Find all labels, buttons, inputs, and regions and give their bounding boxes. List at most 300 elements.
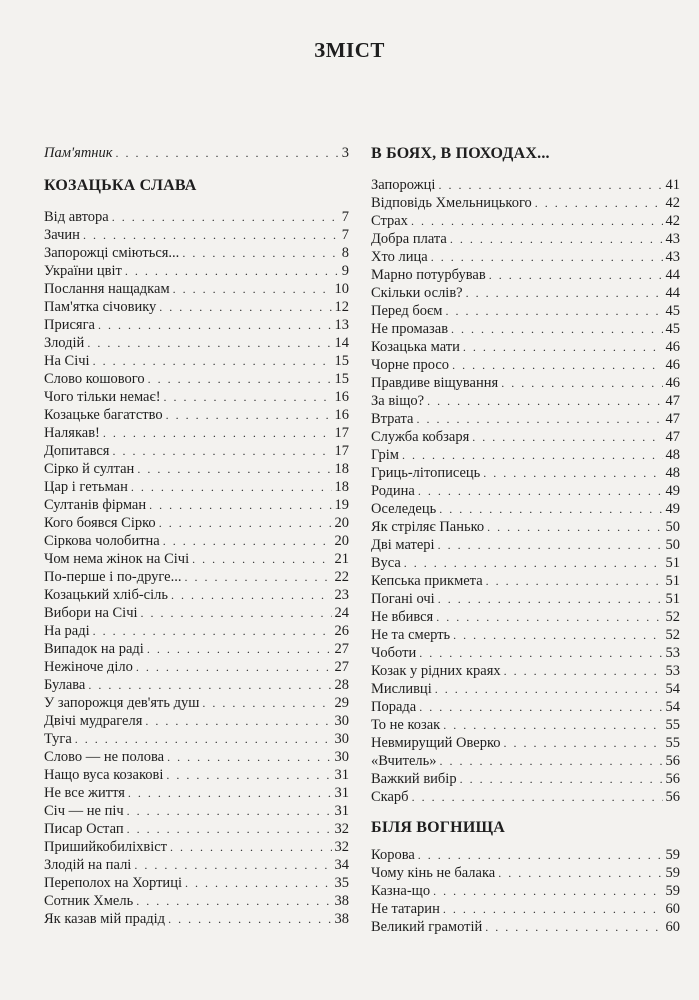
dot-leader xyxy=(412,788,663,806)
dot-leader xyxy=(166,406,332,424)
toc-entry-title: Цар і гетьман xyxy=(44,479,128,495)
toc-entry[interactable] xyxy=(371,212,680,230)
toc-entry[interactable] xyxy=(371,518,680,536)
toc-entry[interactable] xyxy=(44,640,349,658)
section-heading-kozatska-slava: КОЗАЦЬКА СЛАВА xyxy=(44,177,197,194)
toc-entry[interactable] xyxy=(371,464,680,482)
toc-entry-title: За віщо? xyxy=(371,393,425,409)
dot-leader xyxy=(486,572,663,590)
toc-entry[interactable] xyxy=(44,370,349,388)
dot-leader xyxy=(443,716,662,734)
dot-leader xyxy=(418,482,663,500)
toc-entry-page: 60 xyxy=(665,919,680,935)
toc-entry[interactable] xyxy=(371,846,680,864)
toc-entry[interactable] xyxy=(371,554,680,572)
toc-entry-page: 42 xyxy=(665,213,680,229)
dot-leader xyxy=(103,424,332,442)
dot-leader xyxy=(125,262,339,280)
toc-entry-title: Служба кобзаря xyxy=(371,429,470,445)
toc-entry[interactable] xyxy=(44,604,349,622)
toc-entry-title: Дві матері xyxy=(371,537,435,553)
toc-entry-title: Як казав мій прадід xyxy=(44,911,166,927)
toc-entry-page: 48 xyxy=(665,447,680,463)
dot-leader xyxy=(75,730,332,748)
toc-entry-title: На раді xyxy=(44,623,90,639)
toc-entry[interactable] xyxy=(44,316,349,334)
toc-entry-title: Важкий вибір xyxy=(371,771,457,787)
toc-entry[interactable] xyxy=(371,248,680,266)
toc-entry-title: Туга xyxy=(44,731,72,747)
toc-entry-title: Не все життя xyxy=(44,785,125,801)
toc-entry-title: Погані очі xyxy=(371,591,435,607)
toc-entry-page: 27 xyxy=(334,641,349,657)
dot-leader xyxy=(185,874,332,892)
toc-entry-title: Невмирущий Оверко xyxy=(371,735,501,751)
dot-leader xyxy=(147,640,332,658)
toc-entry-page: 48 xyxy=(665,465,680,481)
toc-entry-page: 9 xyxy=(341,263,349,279)
toc-entry-title: Запорожці xyxy=(371,177,436,193)
toc-entry-page: 16 xyxy=(334,389,349,405)
toc-entry[interactable] xyxy=(371,626,680,644)
dot-leader xyxy=(436,608,662,626)
dot-leader xyxy=(202,694,331,712)
toc-entry[interactable] xyxy=(44,226,349,244)
toc-entry-title: Не та смерть xyxy=(371,627,451,643)
toc-entry-page: 17 xyxy=(334,443,349,459)
toc-entry-page: 38 xyxy=(334,893,349,909)
toc-entry[interactable] xyxy=(44,568,349,586)
toc-entry-title: Великий грамотій xyxy=(371,919,483,935)
toc-entry[interactable] xyxy=(44,298,349,316)
toc-entry-title: Випадок на раді xyxy=(44,641,144,657)
toc-entry-title: Не вбився xyxy=(371,609,434,625)
dot-leader xyxy=(445,302,662,320)
toc-entry[interactable] xyxy=(44,550,349,568)
toc-entry[interactable] xyxy=(371,698,680,716)
toc-entry[interactable] xyxy=(371,644,680,662)
toc-entry-page: 30 xyxy=(334,713,349,729)
toc-entry-title: Грім xyxy=(371,447,399,463)
toc-entry[interactable] xyxy=(44,730,349,748)
toc-entry-list xyxy=(371,846,680,936)
toc-entry-page: 3 xyxy=(341,145,349,161)
toc-entry[interactable] xyxy=(371,590,680,608)
toc-entry-page: 51 xyxy=(665,573,680,589)
toc-entry[interactable] xyxy=(371,864,680,882)
toc-entry[interactable] xyxy=(371,446,680,464)
dot-leader xyxy=(148,370,332,388)
toc-entry-page: 16 xyxy=(334,407,349,423)
dot-leader xyxy=(504,662,663,680)
toc-entry-title: Родина xyxy=(371,483,415,499)
toc-entry-title: Запорожці сміються... xyxy=(44,245,180,261)
toc-entry-page: 31 xyxy=(334,803,349,819)
toc-entry-page: 54 xyxy=(665,681,680,697)
toc-entry-title: України цвіт xyxy=(44,263,122,279)
toc-entry-page: 55 xyxy=(665,735,680,751)
toc-entry-page: 24 xyxy=(334,605,349,621)
toc-entry-page: 12 xyxy=(334,299,349,315)
dot-leader xyxy=(131,478,332,496)
toc-entry-title: Допитався xyxy=(44,443,110,459)
toc-entry[interactable] xyxy=(44,712,349,730)
toc-entry-title: Слово — не полова xyxy=(44,749,165,765)
toc-entry-title: Мисливці xyxy=(371,681,432,697)
dot-leader xyxy=(173,280,332,298)
toc-entry[interactable] xyxy=(371,392,680,410)
toc-entry-title: Порада xyxy=(371,699,417,715)
toc-entry-page: 38 xyxy=(334,911,349,927)
toc-entry-title: Не татарин xyxy=(371,901,440,917)
toc-entry[interactable] xyxy=(371,428,680,446)
toc-entry-page: 15 xyxy=(334,371,349,387)
toc-entry[interactable] xyxy=(371,356,680,374)
toc-entry-title: Від автора xyxy=(44,209,109,225)
dot-leader xyxy=(164,388,332,406)
dot-leader xyxy=(411,212,663,230)
toc-entry-title: У запорожця дев'ять душ xyxy=(44,695,200,711)
toc-entry-title: Сірко й султан xyxy=(44,461,135,477)
toc-entry-title: Чоботи xyxy=(371,645,417,661)
dot-leader xyxy=(88,676,331,694)
dot-leader xyxy=(433,882,662,900)
toc-entry-page: 44 xyxy=(665,285,680,301)
dot-leader xyxy=(127,802,332,820)
toc-entry[interactable] xyxy=(371,482,680,500)
toc-entry[interactable] xyxy=(44,532,349,550)
toc-entry[interactable] xyxy=(44,388,349,406)
dot-leader xyxy=(170,838,331,856)
toc-entry-page: 46 xyxy=(665,357,680,373)
toc-entry-title: По-перше і по-друге... xyxy=(44,569,182,585)
dot-leader xyxy=(98,316,332,334)
toc-entry[interactable] xyxy=(44,352,349,370)
toc-entry[interactable] xyxy=(44,208,349,226)
toc-entry-title: Булава xyxy=(44,677,86,693)
toc-entry[interactable] xyxy=(371,374,680,392)
toc-entry[interactable] xyxy=(44,748,349,766)
toc-entry[interactable] xyxy=(44,478,349,496)
toc-entry-page: 32 xyxy=(334,821,349,837)
dot-leader xyxy=(438,536,663,554)
dot-leader xyxy=(145,712,331,730)
toc-entry[interactable] xyxy=(371,500,680,518)
dot-leader xyxy=(438,176,662,194)
toc-entry-page: 56 xyxy=(665,771,680,787)
toc-entry-page: 28 xyxy=(334,677,349,693)
toc-entry[interactable] xyxy=(44,334,349,352)
dot-leader xyxy=(93,352,332,370)
dot-leader xyxy=(149,496,331,514)
toc-entry-title: Двічі мудрагеля xyxy=(44,713,143,729)
toc-entry-title: Чом нема жінок на Січі xyxy=(44,551,190,567)
toc-entry[interactable] xyxy=(44,658,349,676)
toc-entry-title: Пам'ятка січовику xyxy=(44,299,157,315)
toc-entry-list xyxy=(44,208,349,928)
dot-leader xyxy=(466,284,663,302)
toc-left-column xyxy=(44,144,349,928)
toc-entry[interactable] xyxy=(371,734,680,752)
dot-leader xyxy=(501,374,662,392)
dot-leader xyxy=(182,244,338,262)
toc-entry[interactable] xyxy=(44,892,349,910)
toc-entry-title: Сіркова чолобитна xyxy=(44,533,160,549)
toc-entry-page: 13 xyxy=(334,317,349,333)
toc-entry-title: Зачин xyxy=(44,227,80,243)
toc-entry-page: 14 xyxy=(334,335,349,351)
page-title: ЗМІСТ xyxy=(314,38,385,62)
dot-leader xyxy=(192,550,331,568)
dot-leader xyxy=(141,604,332,622)
toc-entry-page: 44 xyxy=(665,267,680,283)
toc-entry[interactable] xyxy=(44,406,349,424)
toc-entry-page: 17 xyxy=(334,425,349,441)
toc-entry[interactable] xyxy=(44,280,349,298)
toc-entry-page: 53 xyxy=(665,645,680,661)
dot-leader xyxy=(419,644,662,662)
toc-entry-title: Як стріляє Панько xyxy=(371,519,485,535)
toc-entry-title: Писар Остап xyxy=(44,821,124,837)
dot-leader xyxy=(460,770,663,788)
toc-entry[interactable] xyxy=(371,230,680,248)
toc-entry-title: Сотник Хмель xyxy=(44,893,134,909)
toc-entry-title: Січ — не піч xyxy=(44,803,124,819)
toc-entry[interactable] xyxy=(371,176,680,194)
dot-leader xyxy=(439,500,662,518)
toc-entry-page: 45 xyxy=(665,321,680,337)
toc-entry-page: 41 xyxy=(665,177,680,193)
toc-entry-title: Чого тільки немає! xyxy=(44,389,161,405)
toc-entry-page: 59 xyxy=(665,847,680,863)
dot-leader xyxy=(116,144,339,162)
toc-entry-page: 50 xyxy=(665,537,680,553)
toc-entry[interactable] xyxy=(44,802,349,820)
toc-entry-page: 18 xyxy=(334,479,349,495)
toc-entry[interactable] xyxy=(44,838,349,856)
toc-entry-title: Чорне просо xyxy=(371,357,450,373)
toc-entry[interactable] xyxy=(44,514,349,532)
toc-entry[interactable] xyxy=(44,676,349,694)
toc-entry[interactable] xyxy=(44,766,349,784)
toc-entry-title: Козак у рідних краях xyxy=(371,663,501,679)
toc-entry[interactable] xyxy=(44,586,349,604)
toc-entry[interactable] xyxy=(371,752,680,770)
toc-entry[interactable] xyxy=(44,496,349,514)
toc-entry-page: 52 xyxy=(665,627,680,643)
toc-entry-page: 21 xyxy=(334,551,349,567)
toc-entry-title: Вуса xyxy=(371,555,401,571)
toc-entry[interactable] xyxy=(44,874,349,892)
toc-entry[interactable] xyxy=(371,302,680,320)
toc-entry[interactable] xyxy=(371,662,680,680)
toc-entry-title: Оселедець xyxy=(371,501,437,517)
toc-entry-page: 30 xyxy=(334,749,349,765)
toc-entry-title: Присяга xyxy=(44,317,95,333)
toc-entry-title: Кепська прикмета xyxy=(371,573,483,589)
toc-entry-title: Пам'ятник xyxy=(44,145,113,161)
toc-entry-page: 43 xyxy=(665,249,680,265)
toc-entry-page: 42 xyxy=(665,195,680,211)
toc-entry-page: 22 xyxy=(334,569,349,585)
dot-leader xyxy=(402,446,663,464)
dot-leader xyxy=(159,514,332,532)
dot-leader xyxy=(163,532,332,550)
dot-leader xyxy=(184,568,331,586)
toc-entry-page: 59 xyxy=(665,883,680,899)
dot-leader xyxy=(443,900,663,918)
toc-entry-title: Чому кінь не балака xyxy=(371,865,496,881)
toc-entry-title: Пришийкобиліхвіст xyxy=(44,839,168,855)
toc-entry-title: Казна-що xyxy=(371,883,431,899)
toc-entry[interactable] xyxy=(44,460,349,478)
toc-entry[interactable] xyxy=(371,788,680,806)
toc-entry-title: Злодій xyxy=(44,335,85,351)
toc-entry[interactable] xyxy=(371,338,680,356)
dot-leader xyxy=(168,910,331,928)
toc-entry[interactable] xyxy=(371,680,680,698)
toc-entry-page: 46 xyxy=(665,375,680,391)
dot-leader xyxy=(112,442,331,460)
toc-entry-intro[interactable] xyxy=(44,144,349,162)
toc-entry-page: 46 xyxy=(665,339,680,355)
dot-leader xyxy=(136,892,331,910)
toc-entry[interactable] xyxy=(371,716,680,734)
toc-entry-title: Слово кошового xyxy=(44,371,145,387)
toc-entry-page: 55 xyxy=(665,717,680,733)
toc-entry-page: 7 xyxy=(341,209,349,225)
toc-entry-title: Страх xyxy=(371,213,408,229)
toc-entry-page: 53 xyxy=(665,663,680,679)
toc-entry[interactable] xyxy=(44,442,349,460)
dot-leader xyxy=(83,226,339,244)
dot-leader xyxy=(127,820,332,838)
toc-entry-title: Злодій на палі xyxy=(44,857,132,873)
dot-leader xyxy=(171,586,332,604)
toc-entry-page: 51 xyxy=(665,591,680,607)
dot-leader xyxy=(535,194,663,212)
toc-entry[interactable] xyxy=(371,320,680,338)
toc-entry-page: 31 xyxy=(334,767,349,783)
toc-entry-page: 23 xyxy=(334,587,349,603)
dot-leader xyxy=(435,680,663,698)
dot-leader xyxy=(453,626,662,644)
toc-entry-page: 20 xyxy=(334,533,349,549)
toc-entry-page: 59 xyxy=(665,865,680,881)
dot-leader xyxy=(463,338,663,356)
dot-leader xyxy=(450,230,663,248)
dot-leader xyxy=(451,320,662,338)
toc-entry-page: 27 xyxy=(334,659,349,675)
toc-entry-page: 56 xyxy=(665,753,680,769)
toc-entry-title: На Січі xyxy=(44,353,90,369)
toc-entry[interactable] xyxy=(44,622,349,640)
dot-leader xyxy=(87,334,331,352)
toc-entry-title: Хто лица xyxy=(371,249,428,265)
toc-entry-title: «Вчитель» xyxy=(371,753,437,769)
toc-entry[interactable] xyxy=(371,572,680,590)
toc-entry-page: 31 xyxy=(334,785,349,801)
toc-entry-page: 52 xyxy=(665,609,680,625)
dot-leader xyxy=(489,266,663,284)
toc-entry-title: То не козак xyxy=(371,717,441,733)
toc-entry-page: 47 xyxy=(665,411,680,427)
toc-entry[interactable] xyxy=(371,410,680,428)
dot-leader xyxy=(167,748,331,766)
toc-entry-title: Скільки ослів? xyxy=(371,285,463,301)
toc-entry-title: Корова xyxy=(371,847,415,863)
toc-entry[interactable] xyxy=(44,856,349,874)
toc-entry[interactable] xyxy=(371,608,680,626)
toc-entry-title: Добра плата xyxy=(371,231,447,247)
toc-entry-page: 7 xyxy=(341,227,349,243)
toc-entry-title: Вибори на Січі xyxy=(44,605,138,621)
toc-entry[interactable] xyxy=(371,918,680,936)
toc-entry-list xyxy=(371,176,680,806)
toc-entry[interactable] xyxy=(371,284,680,302)
toc-entry-page: 18 xyxy=(334,461,349,477)
dot-leader xyxy=(93,622,332,640)
toc-entry[interactable] xyxy=(371,194,680,212)
toc-entry[interactable] xyxy=(44,262,349,280)
toc-entry[interactable] xyxy=(44,784,349,802)
section-heading-bilia-vohnyshcha: БІЛЯ ВОГНИЩА xyxy=(371,819,505,836)
toc-entry[interactable] xyxy=(44,910,349,928)
toc-entry[interactable] xyxy=(371,900,680,918)
toc-entry-title: Перед боєм xyxy=(371,303,443,319)
toc-entry-page: 56 xyxy=(665,789,680,805)
dot-leader xyxy=(504,734,663,752)
toc-entry-title: Налякав! xyxy=(44,425,100,441)
toc-entry-page: 34 xyxy=(334,857,349,873)
toc-entry-page: 60 xyxy=(665,901,680,917)
dot-leader xyxy=(452,356,662,374)
toc-entry-title: Скарб xyxy=(371,789,409,805)
toc-entry-title: Козацька мати xyxy=(371,339,460,355)
toc-entry-page: 51 xyxy=(665,555,680,571)
dot-leader xyxy=(498,864,662,882)
toc-entry-page: 47 xyxy=(665,429,680,445)
toc-entry[interactable] xyxy=(371,770,680,788)
toc-entry-title: Втрата xyxy=(371,411,414,427)
toc-entry-title: Султанів фірман xyxy=(44,497,147,513)
toc-entry[interactable] xyxy=(371,882,680,900)
dot-leader xyxy=(438,590,663,608)
toc-entry-title: Послання нащадкам xyxy=(44,281,170,297)
dot-leader xyxy=(166,766,331,784)
section-heading-v-boiakh: В БОЯХ, В ПОХОДАХ... xyxy=(371,145,550,162)
toc-entry[interactable] xyxy=(44,820,349,838)
toc-entry-page: 43 xyxy=(665,231,680,247)
dot-leader xyxy=(159,298,331,316)
toc-right-column xyxy=(371,144,680,936)
toc-entry-page: 45 xyxy=(665,303,680,319)
toc-entry-page: 29 xyxy=(334,695,349,711)
toc-entry[interactable] xyxy=(371,536,680,554)
toc-entry[interactable] xyxy=(371,266,680,284)
toc-entry-page: 49 xyxy=(665,483,680,499)
toc-entry-page: 32 xyxy=(334,839,349,855)
dot-leader xyxy=(416,410,662,428)
toc-entry[interactable] xyxy=(44,424,349,442)
toc-entry-title: Кого боявся Сірко xyxy=(44,515,156,531)
toc-entry[interactable] xyxy=(44,694,349,712)
toc-entry-page: 26 xyxy=(334,623,349,639)
toc-entry-title: Відповідь Хмельницького xyxy=(371,195,532,211)
toc-entry[interactable] xyxy=(44,244,349,262)
toc-entry-title: Нащо вуса козакові xyxy=(44,767,164,783)
toc-entry-title: Козацьке багатство xyxy=(44,407,163,423)
